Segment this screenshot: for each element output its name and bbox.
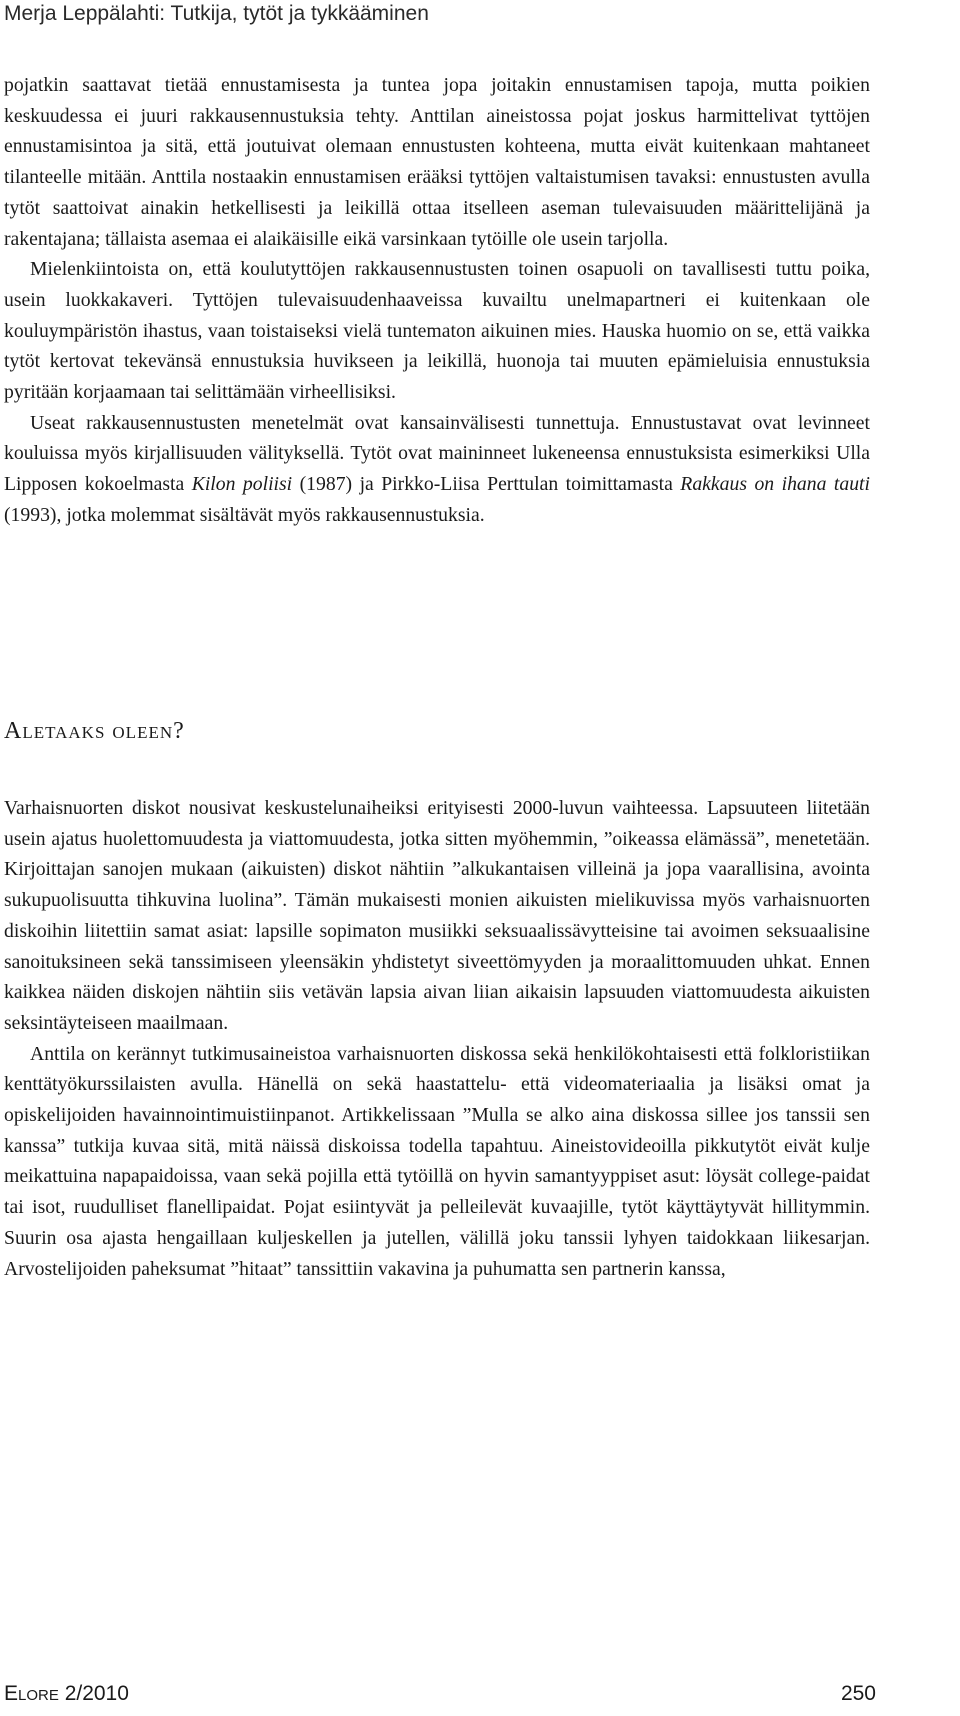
paragraph: pojatkin saattavat tietää ennustamisesta ja tuntea jopa joitakin ennustamisen tapoja, mutta poikien keskuudessa ei juuri rakkausennustuksia tehty. Anttilan aineistossa pojat joskus harmittelivat tyttöjen ennustamisintoa ja sitä, että joutuivat olemaan ennustusten kohteena, mutta eivät kuitenkaan mahtaneet tilanteelle mitään. Anttila nostaakin ennustamisen erääksi tyttöjen valtaistumisen tavaksi: ennustusten avulla tytöt saattoivat ainakin hetkellisesti ja leikillä ottaa itselleen aseman tulevaisuuden määrittelijänä ja rakentajana; tällaista asemaa ei alaikäisille eikä varsinkaan tytöille ole usein tarjolla.	[4, 74, 870, 250]
paragraph-text: Useat rakkausennustusten menetelmät ovat kansainvälisesti tunnettuja. Ennustustavat ovat levinneet kouluissa myös kirjallisuuden välityksellä. Tytöt ovat maininneet lukeneensa ennustuksista esimerkiksi Ulla Lipposen kokoelmasta	[4, 411, 870, 496]
book-title: Kilon poliisi	[191, 473, 293, 496]
page-number: 250	[840, 1682, 876, 1705]
paragraph-text: (1993), jotka molemmat sisältävät myös rakkausennustuksia.	[4, 503, 485, 526]
book-title: Rakkaus on ihana tauti	[680, 473, 871, 496]
journal-footer: Elore 2/2010	[4, 1682, 129, 1705]
paragraph: Mielenkiintoista on, että koulutyttöjen rakkausennustusten toinen osapuoli on tavallisesti tuttu poika, usein luokkakaveri. Tyttöjen tulevaisuudenhaaveissa kuvailtu unelmapartneri ei kuitenkaan ole kouluympäristön ihastus, vaan toistaiseksi vielä tuntematon aikuinen mies. Hauska huomio on se, että vaikka tytöt kertovat tekevänsä ennustuksia huvikseen ja leikillä, huonoja tai muuten epämieluisia ennustuksia pyritään korjaamaan tai selittämään virheellisiksi.	[4, 258, 870, 404]
running-header: Merja Leppälahti: Tutkija, tytöt ja tykkääminen	[4, 2, 429, 25]
section-heading: Aletaaks oleen?	[4, 718, 185, 744]
paragraph: Anttila on kerännyt tutkimusaineistoa varhaisnuorten diskossa sekä henkilökohtaisesti että folkloristiikan kenttätyökurssilaisten avulla. Hänellä on sekä haastattelu- että videomateriaalia ja lisäksi omat ja opiskelijoiden havainnointimuistiinpanot. Artikkelissaan ”Mulla se alko aina diskossa sillee jos tanssii sen kanssa” tutkija kuvaa sitä, mitä näissä diskoissa todella tapahtuu. Aineistovideoilla pikkutytöt eivät kulje meikattuina napapaidoissa, vaan sekä pojilla että tytöillä on hyvin samantyyppiset asut: löysät college-paidat tai isot, ruudulliset flanellipaidat. Pojat esiintyvät ja pelleilevät kuvaajille, tytöt käyttäytyvät hillitymmin. Suurin osa ajasta hengaillaan kuljeskellen ja jutellen, välillä joku tanssii lyhyen taidokkaan liikesarjan. Arvostelijoiden paheksumat ”hitaat” tanssittiin vakavina ja puhumatta sen partnerin kanssa,	[4, 1042, 870, 1280]
article-body-section-1	[4, 70, 870, 531]
paragraph-text: (1987) ja Pirkko-Liisa Perttulan toimittamasta	[292, 473, 681, 496]
paragraph	[4, 408, 870, 531]
article-body-section-2	[4, 793, 870, 1284]
paragraph: Varhaisnuorten diskot nousivat keskustelunaiheiksi erityisesti 2000-luvun vaihteessa. Lapsuuteen liitetään usein ajatus huolettomuudesta ja viattomuudesta, jotka sitten myöhemmin, ”oikeassa elämässä”, menetetään. Kirjoittajan sanojen mukaan (aikuisten) diskot nähtiin ”alkukantaisen villeinä ja jopa vaarallisina, avointa sukupuolisuutta tihkuvina luolina”. Tämän mukaisesti monien aikuisten mielikuvissa myös varhaisnuorten diskoihin liitettiin samat asiat: lapsille sopimaton musiikki seksuaalissävytteisine tai avoimen seksuaalisine sanoituksineen sekä tanssimiseen yleensäkin yhdistetyt siveettömyyden ja moraalittomuuden uhkat. Ennen kaikkea näiden diskojen nähtiin siis vetävän lapsia aivan liian aikaisin lapsuuden viattomuudesta aikuisten seksintäyteiseen maailmaan.	[4, 797, 870, 1034]
